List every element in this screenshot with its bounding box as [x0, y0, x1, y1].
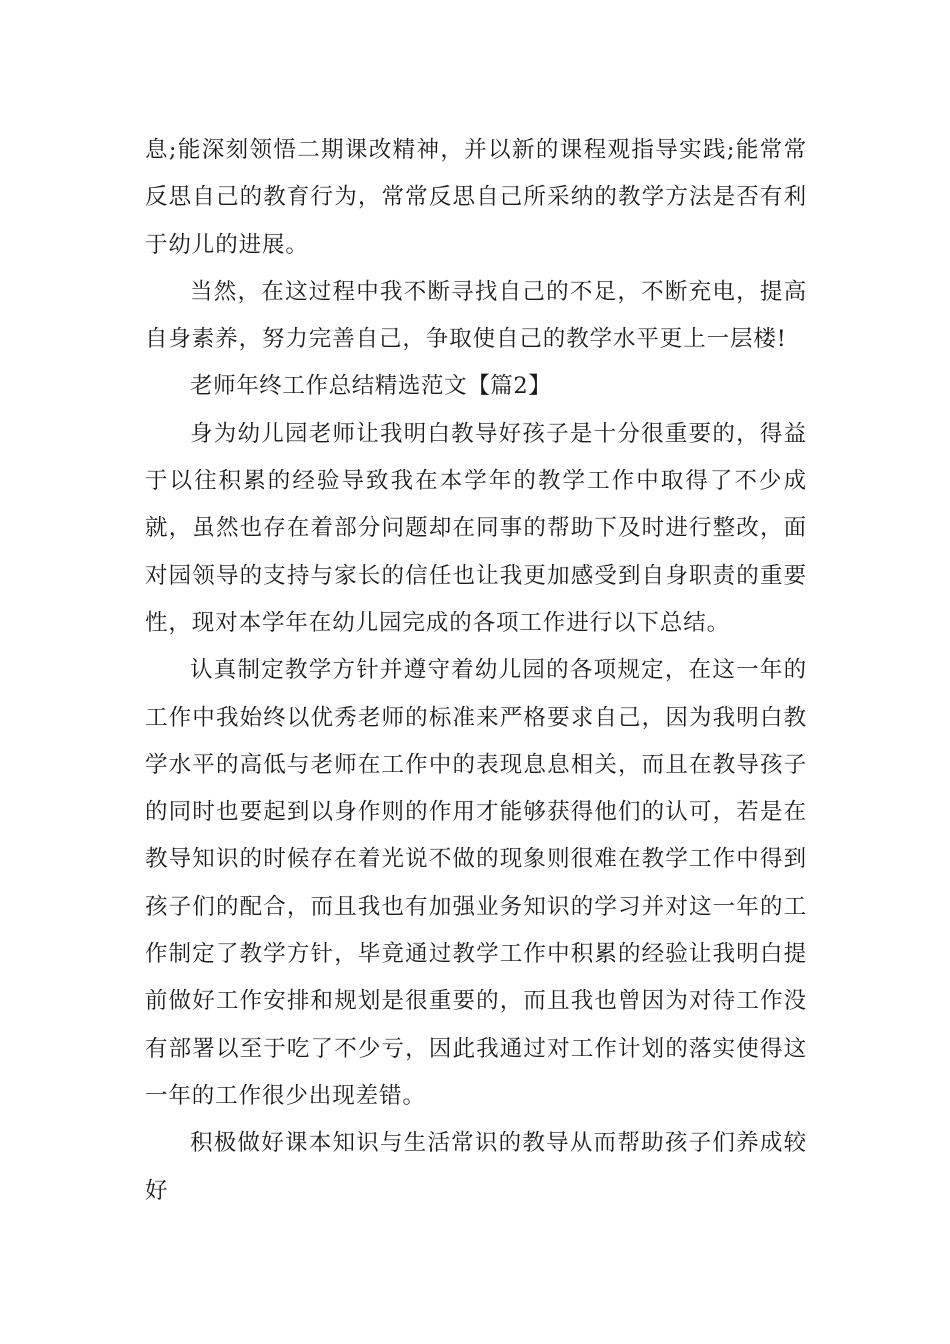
- paragraph: 身为幼儿园老师让我明白教导好孩子是十分很重要的，得益于以往积累的经验导致我在本学年的教学工作中取得了不少成就，虽然也存在着部分问题却在同事的帮助下及时进行整改，面对园领导的支持与家长的信任也让我更加感受到自身职责的重要性，现对本学年在幼儿园完成的各项工作进行以下总结。: [145, 420, 807, 636]
- paragraph-continued: 息;能深刻领悟二期课改精神，并以新的课程观指导实践;能常常反思自己的教育行为，常常反思自己所采纳的教学方法是否有利于幼儿的进展。: [145, 137, 807, 258]
- paragraph: 当然，在这过程中我不断寻找自己的不足，不断充电，提高自身素养，努力完善自己，争取使自己的教学水平更上一层楼!: [145, 278, 807, 353]
- paragraph: 认真制定教学方针并遵守着幼儿园的各项规定，在这一年的工作中我始终以优秀老师的标准来严格要求自己，因为我明白教学水平的高低与老师在工作中的表现息息相关，而且在教导孩子的同时也要起到以身作则的作用才能够获得他们的认可，若是在教导知识的时候存在着光说不做的现象则很难在教学工作中得到孩子们的配合，而且我也有加强业务知识的学习并对这一年的工作制定了教学方针，毕竟通过教学工作中积累的经验让我明白提前做好工作安排和规划是很重要的，而且我也曾因为对待工作没有部署以至于吃了不少亏，因此我通过对工作计划的落实使得这一年的工作很少出现差错。: [145, 657, 807, 1109]
- document-body: [145, 127, 807, 1215]
- section-heading: 老师年终工作总结精选范文【篇2】: [190, 373, 552, 400]
- paragraph: 积极做好课本知识与生活常识的教导从而帮助孩子们养成较好: [145, 1130, 807, 1204]
